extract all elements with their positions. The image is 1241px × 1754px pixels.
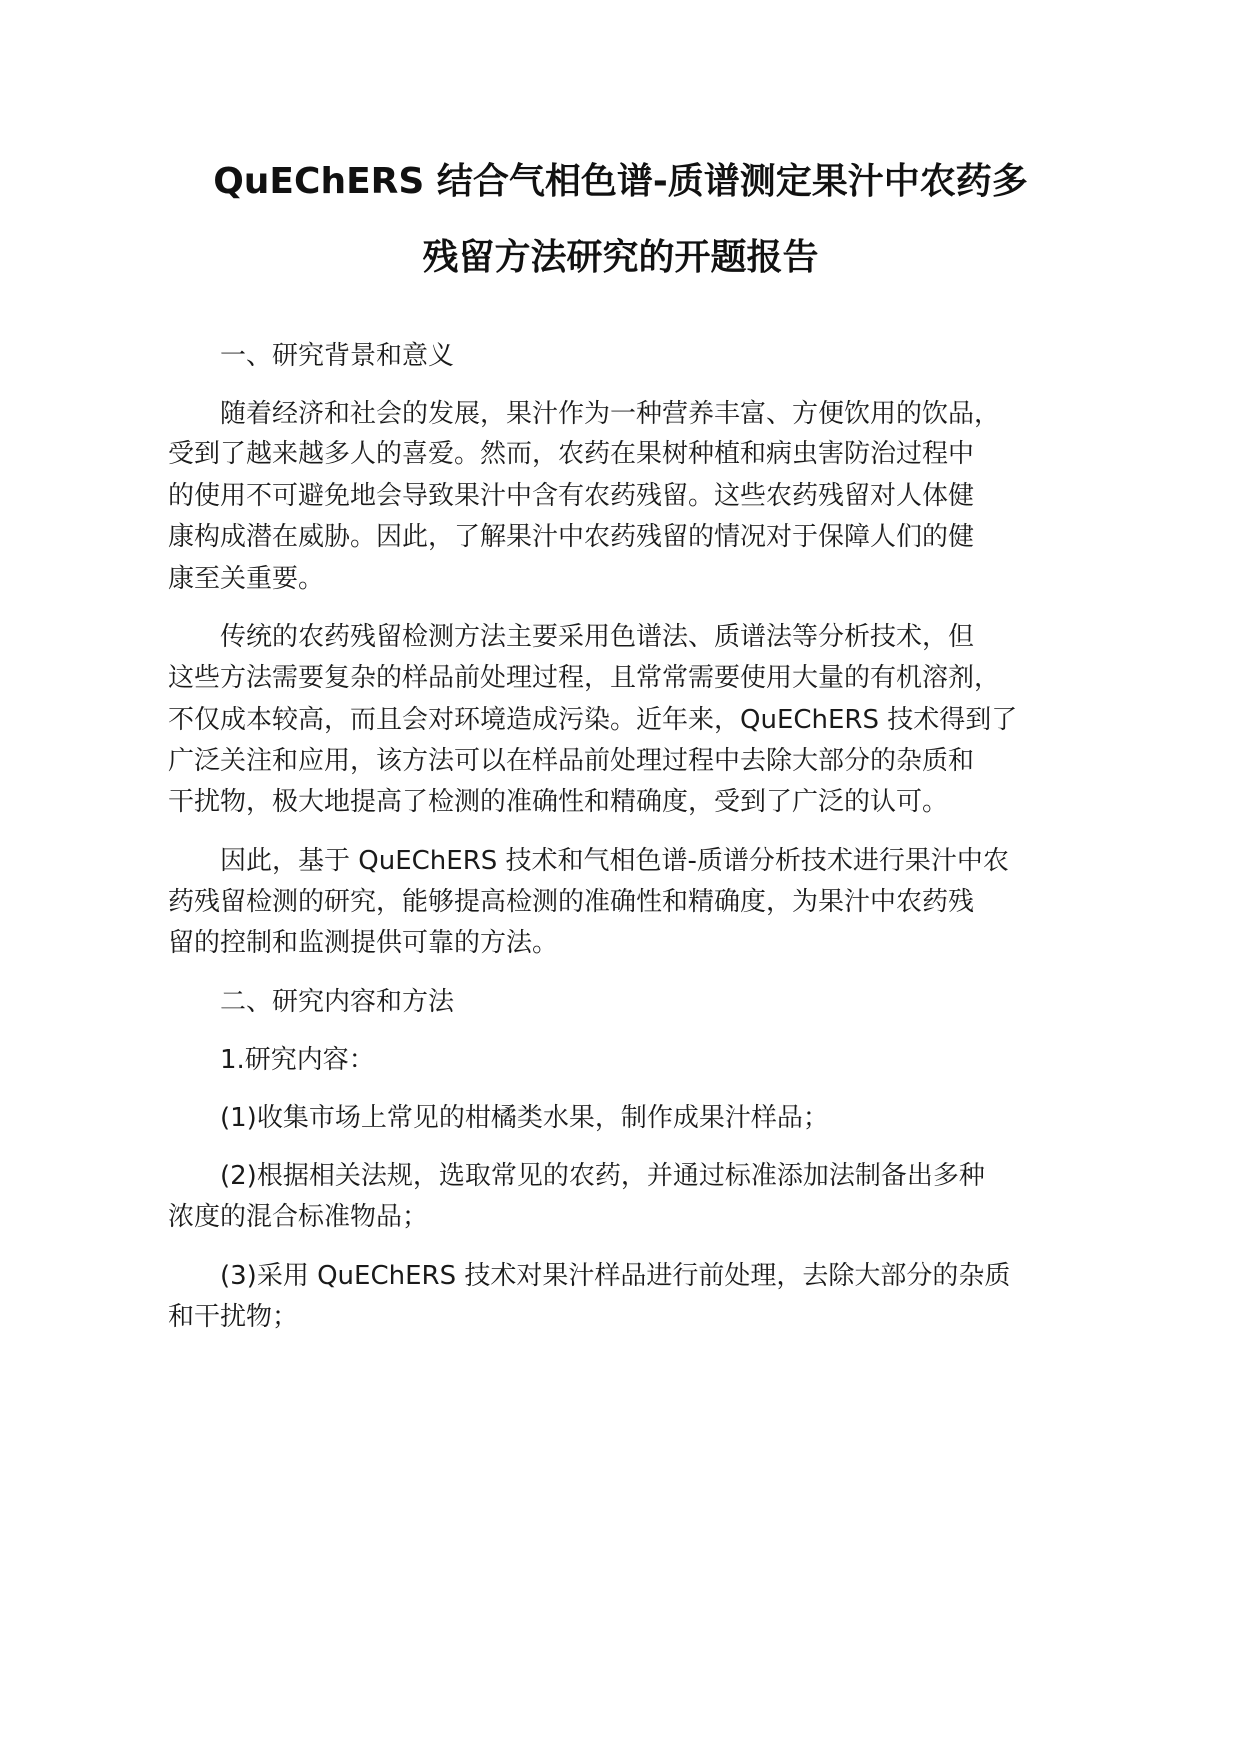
paragraph-1-line: 随着经济和社会的发展，果汁作为一种营养丰富、方便饮用的饮品， — [220, 399, 1001, 429]
paragraph-2-line: 传统的农药残留检测方法主要采用色谱法、质谱法等分析技术，但 — [220, 622, 975, 652]
paragraph-2-line: 这些方法需要复杂的样品前处理过程，且常常需要使用大量的有机溶剂， — [168, 663, 1001, 693]
paragraph-1-line: 的使用不可避免地会导致果汁中含有农药残留。这些农药残留对人体健 — [168, 481, 975, 511]
document-title-line-1: QuEChERS 结合气相色谱-质谱测定果汁中农药多 — [213, 161, 1028, 202]
paragraph-1-line: 康至关重要。 — [168, 564, 325, 594]
paragraph-3-line: 药残留检测的研究，能够提高检测的准确性和精确度，为果汁中农药残 — [168, 887, 975, 917]
document-title-line-2: 残留方法研究的开题报告 — [422, 237, 819, 278]
section-heading-background: 一、研究背景和意义 — [220, 341, 455, 371]
paragraph-1-line: 康构成潜在威胁。因此，了解果汁中农药残留的情况对于保障人们的健 — [168, 522, 975, 552]
section-heading-methods: 二、研究内容和方法 — [220, 987, 455, 1017]
paragraph-2-line: 不仅成本较高，而且会对环境造成污染。近年来，QuEChERS 技术得到了 — [168, 705, 1018, 735]
list-item-1-line: (1)收集市场上常见的柑橘类水果，制作成果汁样品； — [220, 1103, 829, 1133]
list-item-3-line: 和干扰物； — [168, 1302, 299, 1332]
paragraph-3-line: 因此，基于 QuEChERS 技术和气相色谱-质谱分析技术进行果汁中农 — [220, 846, 1009, 876]
paragraph-3-line: 留的控制和监测提供可靠的方法。 — [168, 928, 559, 958]
paragraph-1-line: 受到了越来越多人的喜爱。然而，农药在果树种植和病虫害防治过程中 — [168, 439, 975, 469]
paragraph-2-line: 广泛关注和应用，该方法可以在样品前处理过程中去除大部分的杂质和 — [168, 746, 975, 776]
list-item-2-line: (2)根据相关法规，选取常见的农药，并通过标准添加法制备出多种 — [220, 1161, 985, 1191]
paragraph-2-line: 干扰物，极大地提高了检测的准确性和精确度，受到了广泛的认可。 — [168, 787, 949, 817]
list-item-3-line: (3)采用 QuEChERS 技术对果汁样品进行前处理，去除大部分的杂质 — [220, 1261, 1011, 1291]
list-item-2-line: 浓度的混合标准物品； — [168, 1202, 429, 1232]
subheading-research-content: 1.研究内容： — [220, 1045, 375, 1075]
